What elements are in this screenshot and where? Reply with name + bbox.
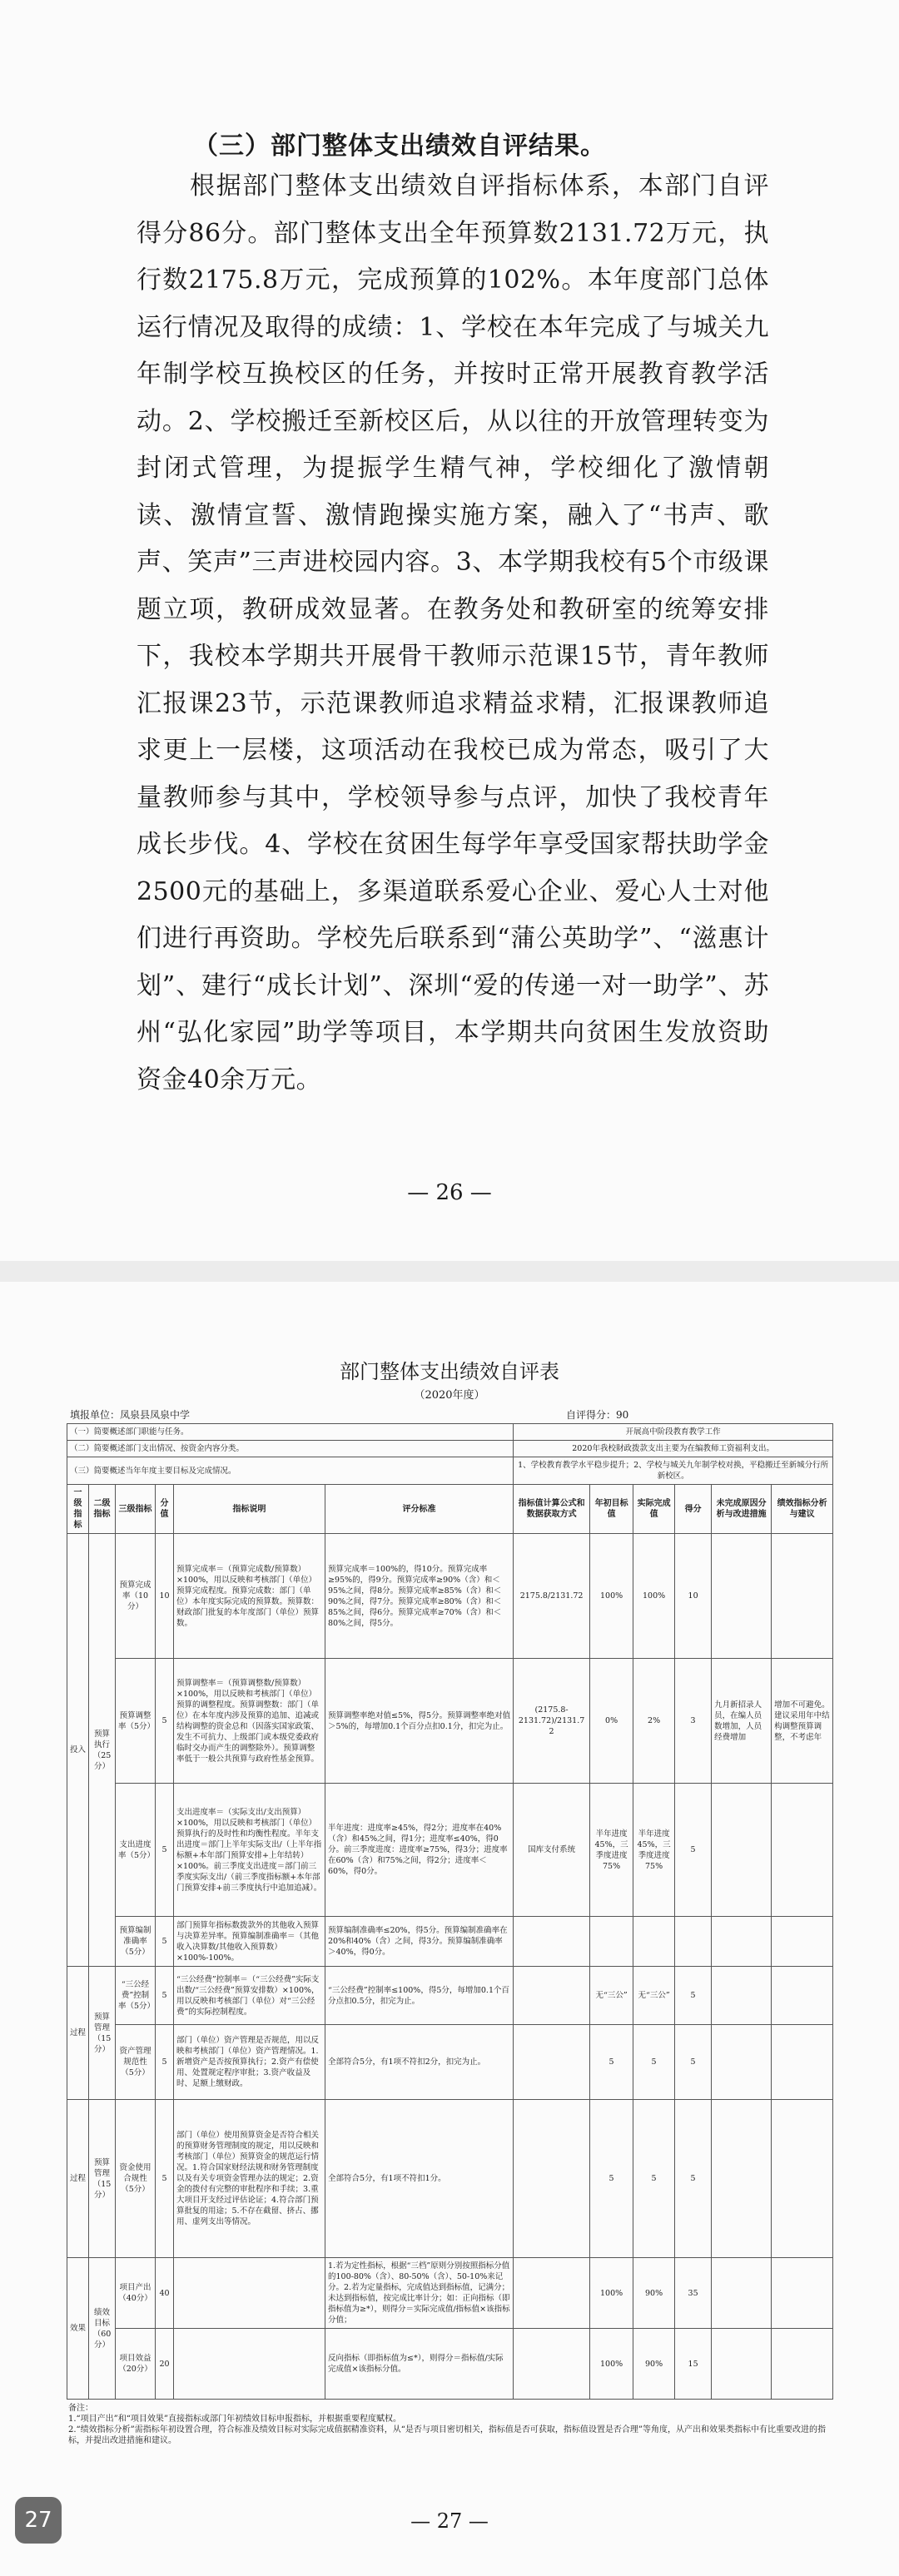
info-row xyxy=(67,1424,833,1441)
info-value: 2020年我校財政拨款支出主要为在编教师工资福利支出。 xyxy=(514,1441,833,1457)
level3-indicator: 资产管理规范性（5分） xyxy=(116,2025,156,2100)
score-obtained: 15 xyxy=(675,2329,712,2400)
score-obtained: 5 xyxy=(675,1784,712,1917)
indicator-weight: 5 xyxy=(156,2025,174,2100)
shortfall-reason xyxy=(712,1967,772,2025)
performance-advice: 增加不可避免。建议采用年中结构调整预算调整，不考虑年 xyxy=(772,1659,833,1784)
indicator-weight: 5 xyxy=(156,1917,174,1967)
indicator-description: 预算调整率＝（预算调整数/预算数）×100%，用以反映和考核部门（单位）预算的调整程度。预算调整数：部门（单位）在本年度内涉及预算的追加、追减或结构调整的资金总和（因落实国家政策、发生不可抗力、上级部门或本级党委政府临时交办而产生的调整除外）。预算调整率低于一般公共预算与政府性基金预算。 xyxy=(174,1659,325,1784)
target-value: 0% xyxy=(590,1659,633,1784)
target-value: 100% xyxy=(590,2258,633,2329)
table-row xyxy=(67,1967,833,2025)
level3-indicator: 资金使用合规性（5分） xyxy=(116,2100,156,2258)
section-heading: （三）部门整体支出绩效自评结果。 xyxy=(193,132,606,161)
level1-indicator: 效果 xyxy=(67,2258,89,2400)
form-notes xyxy=(67,2403,832,2446)
calculation-method xyxy=(514,2025,590,2100)
level1-indicator: 过程 xyxy=(67,1967,89,2100)
table-row xyxy=(67,1659,833,1784)
performance-advice xyxy=(772,1784,833,1917)
scoring-standard: “三公经费”控制率≤100%，得5分，每增加0.1个百分点扣0.5分，扣完为止。 xyxy=(325,1967,514,2025)
column-header: 得分 xyxy=(675,1485,712,1534)
actual-value: 90% xyxy=(633,2329,675,2400)
performance-advice xyxy=(772,2258,833,2329)
column-header: 指标值计算公式和数据获取方式 xyxy=(514,1485,590,1534)
table-row xyxy=(67,2025,833,2100)
indicator-weight: 5 xyxy=(156,1967,174,2025)
calculation-method xyxy=(514,2329,590,2400)
table-row xyxy=(67,1534,833,1659)
shortfall-reason xyxy=(712,1784,772,1917)
calculation-method: (2175.8-2131.72)/2131.72 xyxy=(514,1659,590,1784)
score-obtained: 10 xyxy=(675,1534,712,1659)
target-value: 半年进度45%，三季度进度75% xyxy=(590,1784,633,1917)
score-obtained: 35 xyxy=(675,2258,712,2329)
calculation-method xyxy=(514,1917,590,1967)
score-obtained: 3 xyxy=(675,1659,712,1784)
level3-indicator: 项目效益（20分） xyxy=(116,2329,156,2400)
target-value: 5 xyxy=(590,2100,633,2258)
indicator-description: 部门预算年指标数拨款外的其他收入预算与决算差异率。预算编制准确率＝（其他收入决算数/其他收入预算数）×100%-100%。 xyxy=(174,1917,325,1967)
level2-indicator: 绩效目标（60分） xyxy=(89,2258,116,2400)
table-header-row xyxy=(67,1485,833,1534)
performance-advice xyxy=(772,2025,833,2100)
target-value: 无“三公” xyxy=(590,1967,633,2025)
scoring-standard: 预算调整率绝对值≤5%，得5分。预算调整率绝对值＞5%的，每增加0.1个百分点扣0.1分，扣完为止。 xyxy=(325,1659,514,1784)
target-value: 100% xyxy=(590,1534,633,1659)
actual-value: 5 xyxy=(633,2025,675,2100)
level3-indicator: 预算调整率（5分） xyxy=(116,1659,156,1784)
page-indicator-badge[interactable]: 27 xyxy=(15,2497,62,2544)
indicator-weight: 10 xyxy=(156,1534,174,1659)
form-title: 部门整体支出绩效自评表 xyxy=(340,1360,559,1383)
actual-value: 无“三公” xyxy=(633,1967,675,2025)
column-header: 二级指标 xyxy=(89,1485,116,1534)
page-number: — 26 — xyxy=(407,1180,492,1205)
score-obtained: 5 xyxy=(675,2100,712,2258)
actual-value: 100% xyxy=(633,1534,675,1659)
info-value: 1、学校教育教学水平稳步提升；2、学校与城关九年制学校对换，平稳搬迁至新城分行所新校区。 xyxy=(514,1457,833,1485)
shortfall-reason xyxy=(712,2329,772,2400)
calculation-method: 国库支付系统 xyxy=(514,1784,590,1917)
indicator-description: “三公经费”控制率＝（“三公经费”实际支出数/“三公经费”预算安排数）×100%，用以反映和考核部门（单位）对“三公经费”的实际控制程度。 xyxy=(174,1967,325,2025)
table-row xyxy=(67,1917,833,1967)
indicator-weight: 5 xyxy=(156,1659,174,1784)
target-value: 5 xyxy=(590,2025,633,2100)
performance-advice xyxy=(772,1917,833,1967)
indicator-description xyxy=(174,2329,325,2400)
level3-indicator: 支出进度率（5分） xyxy=(116,1784,156,1917)
info-value: 开展高中阶段教育教学工作 xyxy=(514,1424,833,1441)
column-header: 绩效指标分析与建议 xyxy=(772,1485,833,1534)
table-row xyxy=(67,1784,833,1917)
info-row xyxy=(67,1441,833,1457)
info-label: （三）简要概述当年年度主要目标及完成情况。 xyxy=(67,1457,514,1485)
level3-indicator: “三公经费”控制率（5分） xyxy=(116,1967,156,2025)
level3-indicator: 预算完成率（10分） xyxy=(116,1534,156,1659)
shortfall-reason xyxy=(712,2100,772,2258)
column-header: 三级指标 xyxy=(116,1485,156,1534)
column-header: 未完成原因分析与改进措施 xyxy=(712,1485,772,1534)
calculation-method xyxy=(514,2100,590,2258)
level2-indicator: 预算管理（15分） xyxy=(89,1967,116,2100)
note-line: 备注： xyxy=(68,2404,93,2413)
actual-value: 2% xyxy=(633,1659,675,1784)
indicator-weight: 5 xyxy=(156,1784,174,1917)
indicator-description: 部门（单位）使用预算资金是否符合相关的预算财务管理制度的规定，用以反映和考核部门（单位）预算资金的规范运行情况。1.符合国家财经法规和财务管理制度以及有关专项资金管理办法的规定；2.资金的拨付有完整的审批程序和手续；3.重大项目开支经过评估论证；4.符合部门预算批复的用途；5.不存在截留、挤占、挪用、虚列支出等情况。 xyxy=(174,2100,325,2258)
evaluation-form xyxy=(67,1348,832,2446)
indicator-weight: 40 xyxy=(156,2258,174,2329)
info-row xyxy=(67,1457,833,1485)
indicator-weight: 20 xyxy=(156,2329,174,2400)
scoring-standard: 预算完成率＝100%的，得10分。预算完成率≥95%的，得9分。预算完成率≥90%（含）和＜95%之间，得8分。预算完成率≥85%（含）和＜90%之间，得7分。预算完成率≥80%（含）和＜85%之间，得6分。预算完成率≥70%（含）和＜80%之间，得5分。 xyxy=(325,1534,514,1659)
scoring-standard: 反向指标（即指标值为≤*），则得分＝指标值/实际完成值×该指标分值。 xyxy=(325,2329,514,2400)
target-value xyxy=(590,1917,633,1967)
info-label: （一）简要概述部门职能与任务。 xyxy=(67,1424,514,1441)
level1-indicator: 过程 xyxy=(67,2100,89,2258)
performance-advice xyxy=(772,1534,833,1659)
column-header: 指标说明 xyxy=(174,1485,325,1534)
scoring-standard: 全部符合5分，有1项不符扣2分，扣完为止。 xyxy=(325,2025,514,2100)
actual-value: 90% xyxy=(633,2258,675,2329)
evaluation-table xyxy=(67,1423,833,2400)
indicator-description: 部门（单位）资产管理是否规范，用以反映和考核部门（单位）资产管理情况。1.新增资产是否按预算执行；2.资产有偿使用、处置规定程序审批；3.资产收益及时、足额上缴财政。 xyxy=(174,2025,325,2100)
column-header: 评分标准 xyxy=(325,1485,514,1534)
scoring-standard: 半年进度：进度率≥45%，得2分；进度率在40%（含）和45%之间，得1分；进度率≤40%，得0分。前三季度进度：进度率≥75%，得3分；进度率在60%（含）和75%之间，得2分；进度率＜60%，得0分。 xyxy=(325,1784,514,1917)
form-subtitle: （2020年度） xyxy=(414,1389,485,1402)
level1-indicator: 投入 xyxy=(67,1534,89,1967)
calculation-method: 2175.8/2131.72 xyxy=(514,1534,590,1659)
performance-advice xyxy=(772,1967,833,2025)
unit-label: 填报单位：凤泉县凤泉中学 xyxy=(70,1409,191,1421)
table-row xyxy=(67,2258,833,2329)
column-header: 实际完成值 xyxy=(633,1485,675,1534)
table-row xyxy=(67,2100,833,2258)
score-label: 自评得分：90 xyxy=(566,1409,629,1421)
section-paragraph: 根据部门整体支出绩效自评指标体系，本部门自评得分86分。部门整体支出全年预算数2131.72万元，执行数2175.8万元，完成预算的102%。本年度部门总体运行情况及取得的成绩：1、学校在本年完成了与城关九年制学校互换校区的任务，并按时正常开展教育教学活动。2、学校搬迁至新校区后，从以往的开放管理转变为封闭式管理，为提振学生精气神，学校细化了激情朝读、激情宣誓、激情跑操实施方案，融入了“书声、歌声、笑声”三声进校园内容。3、本学期我校有5个市级课题立项，教研成效显著。在教务处和教研室的统筹安排下，我校本学期共开展骨干教师示范课15节，青年教师汇报课23节，示范课教师追求精益求精，汇报课教师追求更上一层楼，这项活动在我校已成为常态，吸引了大量教师参与其中，学校领导参与点评，加快了我校青年成长步伐。4、学校在贫困生每学年享受国家帮扶助学金2500元的基础上，多渠道联系爱心企业、爱心人士对他们进行再资助。学校先后联系到“蒲公英助学”、“滋惠计划”、建行“成长计划”、深圳“爱的传递一对一助学”、苏州“弘化家园”助学等项目，本学期共向贫困生发放资助资金40余万元。 xyxy=(137,171,769,1094)
target-value: 100% xyxy=(590,2329,633,2400)
level2-indicator: 预算执行（25分） xyxy=(89,1534,116,1967)
score-obtained: 5 xyxy=(675,1967,712,2025)
level3-indicator: 项目产出（40分） xyxy=(116,2258,156,2329)
scoring-standard: 全部符合5分，有1项不符扣1分。 xyxy=(325,2100,514,2258)
calculation-method xyxy=(514,2258,590,2329)
note-line: 1.“项目产出”和“项目效果”直接指标或部门年初绩效目标申报指标，并根据重要程度赋权。 xyxy=(68,2415,401,2424)
shortfall-reason xyxy=(712,1917,772,1967)
column-header: 分值 xyxy=(156,1485,174,1534)
performance-advice xyxy=(772,2329,833,2400)
page-number: — 27 — xyxy=(410,2509,489,2533)
column-header: 一级指标 xyxy=(67,1485,89,1534)
info-label: （二）简要概述部门支出情况、按资金内容分类。 xyxy=(67,1441,514,1457)
shortfall-reason: 九月新招录人员，在编人员数增加，人员经费增加 xyxy=(712,1659,772,1784)
form-meta xyxy=(67,1405,832,1423)
actual-value: 半年进度45%，三季度进度75% xyxy=(633,1784,675,1917)
score-obtained xyxy=(675,1917,712,1967)
score-obtained: 5 xyxy=(675,2025,712,2100)
note-line: 2.“绩效指标分析”需指标年初设置合理，符合标准及绩效目标对实际完成值据精准资料，从“是否与项目密切相关，指标值是否可获取，指标值设置是否合理”等角度，从产出和效果类指标中有比重要改进的指标，并提出改进措施和建议。 xyxy=(68,2425,826,2445)
scoring-standard: 预算编制准确率≤20%，得5分。预算编制准确率在20%和40%（含）之间，得3分。预算编制准确率＞40%，得0分。 xyxy=(325,1917,514,1967)
indicator-description: 预算完成率＝（预算完成数/预算数）×100%，用以反映和考核部门（单位）预算完成程度。预算完成数：部门（单位）本年度实际完成的预算数。预算数：财政部门批复的本年度部门（单位）预算数。 xyxy=(174,1534,325,1659)
scoring-standard: 1.若为定性指标，根据“三档”原则分别按照指标分值的100-80%（含）、80-50%（含）、50-10%来记分。2.若为定量指标，完成值达到指标值，记满分；未达到指标值，按完成比率计分；如：正向指标（即指标值为≥*），则得分＝实际完成值/指标值×该指标分值； xyxy=(325,2258,514,2329)
actual-value xyxy=(633,1917,675,1967)
level2-indicator: 预算管理（15分） xyxy=(89,2100,116,2258)
calculation-method xyxy=(514,1967,590,2025)
shortfall-reason xyxy=(712,1534,772,1659)
shortfall-reason xyxy=(712,2025,772,2100)
indicator-description xyxy=(174,2258,325,2329)
table-row xyxy=(67,2329,833,2400)
shortfall-reason xyxy=(712,2258,772,2329)
actual-value: 5 xyxy=(633,2100,675,2258)
performance-advice xyxy=(772,2100,833,2258)
document-page-26 xyxy=(0,0,899,1261)
indicator-weight: 5 xyxy=(156,2100,174,2258)
indicator-description: 支出进度率＝（实际支出/支出预算）×100%，用以反映和考核部门（单位）预算执行的及时性和均衡性程度。半年支出进度＝部门上半年实际支出/（上半年指标额+本年部门预算安排+上年结转）×100%。前三季度支出进度＝部门前三季度实际支出/（前三季度指标额+本年部门预算安排+前三季度执行中追加追减）。 xyxy=(174,1784,325,1917)
column-header: 年初目标值 xyxy=(590,1485,633,1534)
document-page-27 xyxy=(0,1282,899,2576)
level3-indicator: 预算编制准确率（5分） xyxy=(116,1917,156,1967)
